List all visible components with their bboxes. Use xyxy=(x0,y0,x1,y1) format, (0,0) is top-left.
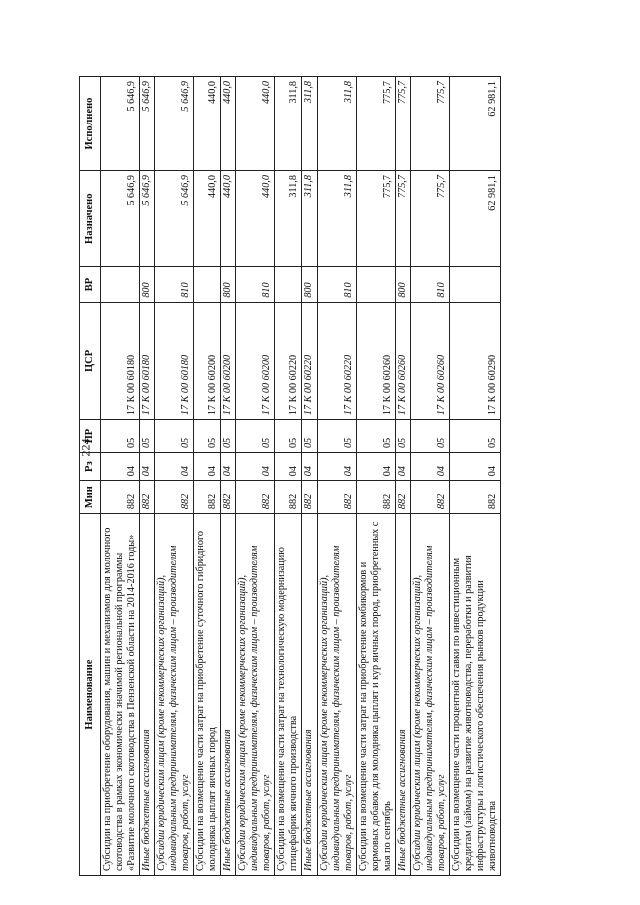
cell-pr: 05 xyxy=(194,420,221,453)
header-row xyxy=(80,77,101,876)
cell-name: Субсидии на возмещение части затрат на технологическую модернизацию птицефабрик яичного производства xyxy=(275,514,302,876)
table-row xyxy=(275,77,302,876)
cell-rz: 04 xyxy=(140,453,155,481)
table-row xyxy=(317,77,356,876)
cell-rz: 04 xyxy=(155,453,194,481)
cell-rz: 04 xyxy=(275,453,302,481)
cell-rz: 04 xyxy=(317,453,356,481)
cell-rz: 04 xyxy=(194,453,221,481)
table-row xyxy=(194,77,221,876)
cell-vr xyxy=(101,267,140,302)
cell-isp: 5 646,9 xyxy=(101,77,140,171)
cell-naz: 62 981,1 xyxy=(449,171,500,267)
cell-naz: 775,7 xyxy=(410,171,449,267)
cell-csr: 17 К 00 60180 xyxy=(140,302,155,419)
table-row xyxy=(356,77,395,876)
cell-vr: 800 xyxy=(302,267,317,302)
cell-naz: 440,0 xyxy=(221,171,236,267)
table-row xyxy=(101,77,140,876)
cell-pr: 05 xyxy=(356,420,395,453)
cell-name: Субсидии на возмещение части затрат на приобретение комбикормов и кормовых добавок для молодняка цыплят и кур яичных пород, приобретенных с мая по сентябрь xyxy=(356,514,395,876)
cell-csr: 17 К 00 60180 xyxy=(101,302,140,419)
cell-csr: 17 К 00 60180 xyxy=(155,302,194,419)
cell-rz: 04 xyxy=(395,453,410,481)
cell-csr: 17 К 00 60200 xyxy=(221,302,236,419)
cell-naz: 440,0 xyxy=(194,171,221,267)
header-name: Наименование xyxy=(80,514,101,876)
cell-isp: 775,7 xyxy=(395,77,410,171)
header-csr: ЦСР xyxy=(80,302,101,419)
table-row xyxy=(302,77,317,876)
page-number: 224 xyxy=(78,438,93,457)
cell-rz: 04 xyxy=(410,453,449,481)
cell-vr: 810 xyxy=(155,267,194,302)
cell-naz: 440,0 xyxy=(236,171,275,267)
budget-table xyxy=(79,76,501,876)
cell-naz: 5 646,9 xyxy=(155,171,194,267)
rotated-table-container xyxy=(79,76,559,876)
cell-isp: 311,8 xyxy=(317,77,356,171)
cell-csr: 17 К 00 60290 xyxy=(449,302,500,419)
cell-naz: 775,7 xyxy=(356,171,395,267)
cell-rz: 04 xyxy=(356,453,395,481)
table-row xyxy=(236,77,275,876)
cell-name: Субсидии на возмещение части процентной ставки по инвестиционным кредитам (займам) на развитие животноводства, переработки и развития инфраструктуры и логистического обеспечения рынков продукции животноводства xyxy=(449,514,500,876)
cell-pr: 05 xyxy=(101,420,140,453)
cell-name: Иные бюджетные ассигнования xyxy=(140,514,155,876)
cell-isp: 775,7 xyxy=(356,77,395,171)
cell-vr: 800 xyxy=(140,267,155,302)
cell-pr: 05 xyxy=(317,420,356,453)
cell-pr: 05 xyxy=(275,420,302,453)
cell-vr xyxy=(449,267,500,302)
cell-min: 882 xyxy=(236,481,275,514)
cell-vr: 800 xyxy=(395,267,410,302)
table-row xyxy=(221,77,236,876)
cell-isp: 440,0 xyxy=(221,77,236,171)
cell-csr: 17 К 00 60220 xyxy=(302,302,317,419)
cell-pr: 05 xyxy=(155,420,194,453)
header-pr: ПР xyxy=(80,420,101,453)
cell-csr: 17 К 00 60200 xyxy=(236,302,275,419)
header-min: Мин xyxy=(80,481,101,514)
cell-min: 882 xyxy=(140,481,155,514)
cell-pr: 05 xyxy=(395,420,410,453)
cell-min: 882 xyxy=(356,481,395,514)
header-vr: ВР xyxy=(80,267,101,302)
header-isp: Исполнено xyxy=(80,77,101,171)
cell-pr: 05 xyxy=(449,420,500,453)
cell-min: 882 xyxy=(275,481,302,514)
table-row xyxy=(155,77,194,876)
cell-rz: 04 xyxy=(236,453,275,481)
cell-name: Субсидии юридическим лицам (кроме некоммерческих организаций), индивидуальным предпринимателям, физическим лицам – производителям товаров, работ, услуг xyxy=(317,514,356,876)
cell-min: 882 xyxy=(317,481,356,514)
cell-csr: 17 К 00 60220 xyxy=(275,302,302,419)
cell-min: 882 xyxy=(221,481,236,514)
cell-naz: 5 646,9 xyxy=(140,171,155,267)
cell-pr: 05 xyxy=(302,420,317,453)
cell-vr: 810 xyxy=(317,267,356,302)
cell-vr xyxy=(194,267,221,302)
cell-vr: 810 xyxy=(410,267,449,302)
cell-min: 882 xyxy=(395,481,410,514)
cell-isp: 5 646,9 xyxy=(140,77,155,171)
cell-csr: 17 К 00 60200 xyxy=(194,302,221,419)
cell-pr: 05 xyxy=(236,420,275,453)
cell-name: Субсидии на возмещение части затрат на приобретение суточного гибридного молодняка цыплят яичных пород xyxy=(194,514,221,876)
cell-naz: 5 646,9 xyxy=(101,171,140,267)
cell-naz: 775,7 xyxy=(395,171,410,267)
cell-vr xyxy=(275,267,302,302)
cell-pr: 05 xyxy=(140,420,155,453)
cell-min: 882 xyxy=(410,481,449,514)
cell-vr: 810 xyxy=(236,267,275,302)
cell-vr xyxy=(356,267,395,302)
cell-naz: 311,8 xyxy=(275,171,302,267)
cell-name: Субсидии юридическим лицам (кроме некоммерческих организаций), индивидуальным предпринимателям, физическим лицам – производителям товаров, работ, услуг xyxy=(236,514,275,876)
cell-name: Субсидии юридическим лицам (кроме некоммерческих организаций), индивидуальным предпринимателям, физическим лицам – производителям товаров, работ, услуг xyxy=(155,514,194,876)
cell-naz: 311,8 xyxy=(302,171,317,267)
cell-isp: 775,7 xyxy=(410,77,449,171)
header-naz: Назначено xyxy=(80,171,101,267)
cell-csr: 17 К 00 60220 xyxy=(317,302,356,419)
cell-csr: 17 К 00 60260 xyxy=(395,302,410,419)
cell-rz: 04 xyxy=(449,453,500,481)
table-row xyxy=(140,77,155,876)
cell-min: 882 xyxy=(302,481,317,514)
cell-name: Субсидии на приобретение оборудования, машин и механизмов для молочного скотоводства в рамках экономически значимой региональной программы «Развитие молочного скотоводства в Пензенской области на 2014-2016 годы» xyxy=(101,514,140,876)
cell-min: 882 xyxy=(155,481,194,514)
cell-rz: 04 xyxy=(101,453,140,481)
table-row xyxy=(395,77,410,876)
cell-naz: 311,8 xyxy=(317,171,356,267)
cell-isp: 5 646,9 xyxy=(155,77,194,171)
cell-csr: 17 К 00 60260 xyxy=(410,302,449,419)
cell-isp: 311,8 xyxy=(302,77,317,171)
cell-isp: 440,0 xyxy=(194,77,221,171)
cell-isp: 62 981,1 xyxy=(449,77,500,171)
table-row xyxy=(410,77,449,876)
cell-name: Иные бюджетные ассигнования xyxy=(221,514,236,876)
cell-isp: 311,8 xyxy=(275,77,302,171)
cell-name: Иные бюджетные ассигнования xyxy=(302,514,317,876)
cell-rz: 04 xyxy=(221,453,236,481)
cell-isp: 440,0 xyxy=(236,77,275,171)
cell-vr: 800 xyxy=(221,267,236,302)
cell-min: 882 xyxy=(101,481,140,514)
cell-pr: 05 xyxy=(410,420,449,453)
cell-min: 882 xyxy=(194,481,221,514)
cell-pr: 05 xyxy=(221,420,236,453)
cell-name: Субсидии юридическим лицам (кроме некоммерческих организаций), индивидуальным предпринимателям, физическим лицам – производителям товаров, работ, услуг xyxy=(410,514,449,876)
table-row xyxy=(449,77,500,876)
cell-rz: 04 xyxy=(302,453,317,481)
cell-min: 882 xyxy=(449,481,500,514)
header-rz: Рз xyxy=(80,453,101,481)
cell-name: Иные бюджетные ассигнования xyxy=(395,514,410,876)
cell-csr: 17 К 00 60260 xyxy=(356,302,395,419)
